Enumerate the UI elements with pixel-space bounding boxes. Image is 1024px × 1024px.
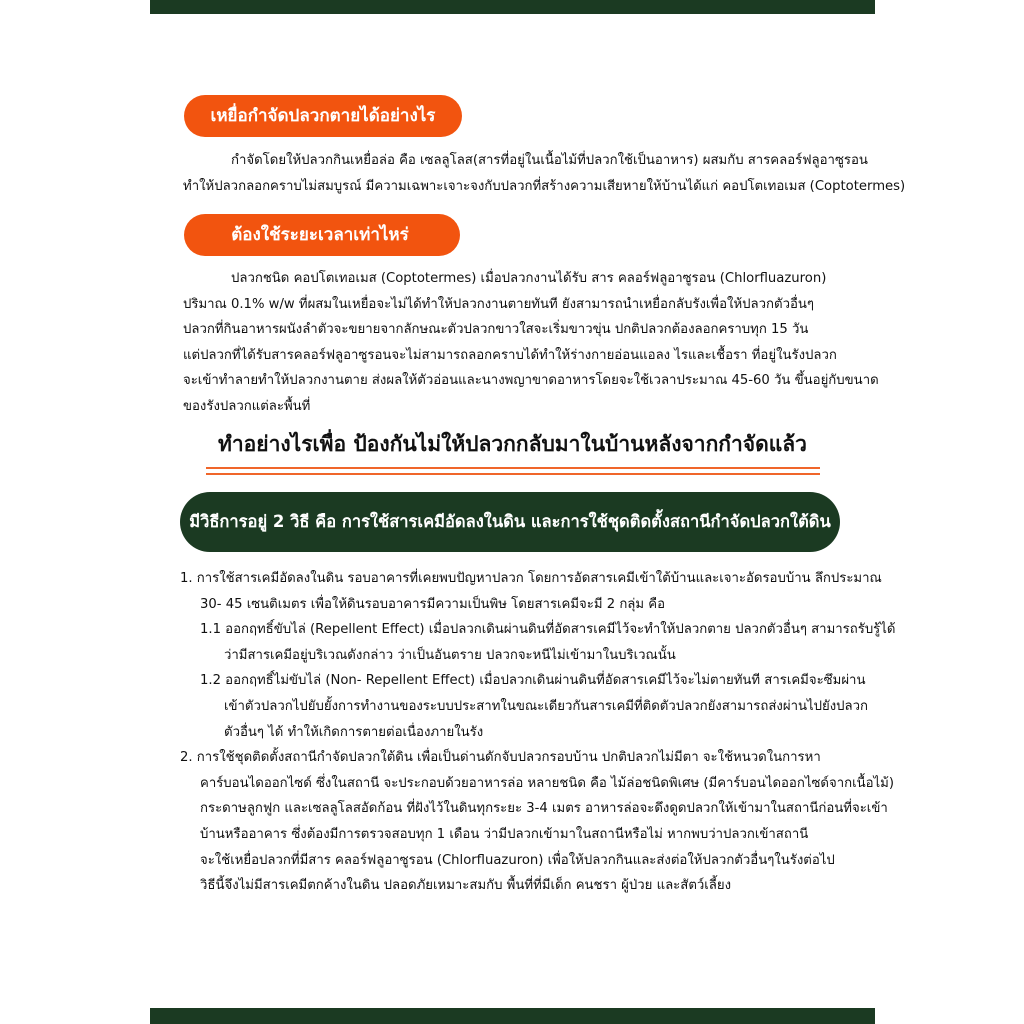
- list-item: กระดาษลูกฟูก และเซลลูโลสอัดก้อน ที่ฝังไว้ในดินทุกระยะ 3-4 เมตร อาหารล่อจะดึงดูดปลวกให้เข้ามาในสถานีก่อนที่จะเข้า: [200, 801, 888, 817]
- list-item: ว่ามีสารเคมีอยู่บริเวณดังกล่าว ว่าเป็นอันตราย ปลวกจะหนีไม่เข้ามาในบริเวณนั้น: [224, 647, 676, 663]
- paragraph-line: ปริมาณ 0.1% w/w ที่ผสมในเหยื่อจะไม่ได้ทำให้ปลวกงานตายทันที ยังสามารถนำเหยื่อกลับรังเพื่อให้ปลวกตัวอื่นๆ: [183, 296, 814, 312]
- methods-list: [180, 566, 896, 899]
- paragraph-line: ของรังปลวกแต่ละพื้นที่: [183, 398, 311, 414]
- methods-banner: มีวิธีการอยู่ 2 วิธี คือ การใช้สารเคมีอัดลงในดิน และการใช้ชุดติดตั้งสถานีกำจัดปลวกใต้ดิน: [180, 492, 840, 552]
- prevention-heading: ทำอย่างไรเพื่อ ป้องกันไม่ให้ปลวกกลับมาในบ้านหลังจากกำจัดแล้ว: [218, 432, 807, 456]
- list-item: 1.1 ออกฤทธิ์ขับไล่ (Repellent Effect) เมื่อปลวกเดินผ่านดินที่อัดสารเคมีไว้จะทำให้ปลวกตาย ปลวกตัวอื่นๆ สามารถรับรู้ได้: [200, 622, 896, 638]
- paragraph-line: ทำให้ปลวกลอกคราบไม่สมบูรณ์ มีความเฉพาะเจาะจงกับปลวกที่สร้างความเสียหายให้บ้านได้แก่ คอปโตเทอเมส (Coptotermes): [183, 178, 906, 194]
- heading-underline: [206, 473, 820, 475]
- heading-underline: [206, 467, 820, 469]
- list-item: ตัวอื่นๆ ได้ ทำให้เกิดการตายต่อเนื่องภายในรัง: [224, 724, 484, 740]
- list-item: คาร์บอนไดออกไซด์ ซึ่งในสถานี จะประกอบด้วยอาหารล่อ หลายชนิด คือ ไม้ล่อชนิดพิเศษ (มีคาร์บอนไดออกไซด์จากเนื้อไม้): [200, 775, 895, 791]
- paragraph-line: แต่ปลวกที่ได้รับสารคลอร์ฟลูอาซูรอนจะไม่สามารถลอกคราบได้ทำให้ร่างกายอ่อนแอลง ไรและเชื้อรา ที่อยู่ในรังปลวก: [183, 347, 837, 363]
- list-item: จะใช้เหยื่อปลวกที่มีสาร คลอร์ฟลูอาซูรอน (Chlorfluazuron) เพื่อให้ปลวกกินและส่งต่อให้ปลวกตัวอื่นๆในรังต่อไป: [200, 852, 835, 868]
- bottom-decorative-bar: [150, 1008, 875, 1024]
- top-decorative-bar: [150, 0, 875, 14]
- list-item: วิธีนี้จึงไม่มีสารเคมีตกค้างในดิน ปลอดภัยเหมาะสมกับ พื้นที่ที่มีเด็ก คนชรา ผู้ป่วย และสัตว์เลี้ยง: [200, 878, 732, 894]
- list-item: 2. การใช้ชุดติดตั้งสถานีกำจัดปลวกใต้ดิน เพื่อเป็นด่านดักจับปลวกรอบบ้าน ปกติปลวกไม่มีตา จะใช้หนวดในการหา: [180, 750, 821, 766]
- list-item: 1.2 ออกฤทธิ์ไม่ขับไล่ (Non- Repellent Effect) เมื่อปลวกเดินผ่านดินที่อัดสารเคมีไว้จะไม่ตายทันที สารเคมีจะซึมผ่าน: [200, 673, 866, 689]
- paragraph-line: ปลวกชนิด คอปโตเทอเมส (Coptotermes) เมื่อปลวกงานได้รับ สาร คลอร์ฟลูอาซูรอน (Chlorfluazuron): [231, 271, 827, 286]
- section-title-duration: ต้องใช้ระยะเวลาเท่าไหร่: [184, 214, 460, 256]
- paragraph-line: กำจัดโดยให้ปลวกกินเหยื่อล่อ คือ เซลลูโลส(สารที่อยู่ในเนื้อไม้ที่ปลวกใช้เป็นอาหาร) ผสมกับ สารคลอร์ฟลูอาซูรอน: [231, 153, 868, 168]
- list-item: บ้านหรืออาคาร ซึ่งต้องมีการตรวจสอบทุก 1 เดือน ว่ามีปลวกเข้ามาในสถานีหรือไม่ หากพบว่าปลวกเข้าสถานี: [200, 826, 809, 842]
- list-item: 1. การใช้สารเคมีอัดลงในดิน รอบอาคารที่เคยพบปัญหาปลวก โดยการอัดสารเคมีเข้าใต้บ้านและเจาะอัดรอบบ้าน ลึกประมาณ: [180, 571, 882, 586]
- paragraph-how-bait-works: [183, 148, 906, 199]
- paragraph-duration: [183, 266, 879, 419]
- list-item: 30- 45 เซนติเมตร เพื่อให้ดินรอบอาคารมีความเป็นพิษ โดยสารเคมีจะมี 2 กลุ่ม คือ: [200, 596, 666, 612]
- paragraph-line: ปลวกที่กินอาหารผนังลำตัวจะขยายจากลักษณะตัวปลวกขาวใสจะเริ่มขาวขุ่น ปกติปลวกต้องลอกคราบทุก 15 วัน: [183, 322, 809, 337]
- list-item: เข้าตัวปลวกไปยับยั้งการทำงานของระบบประสาทในขณะเดียวกันสารเคมีที่ติดตัวปลวกยังสามารถส่งผ่านไปยังปลวก: [224, 698, 869, 714]
- section-title-how-bait-works: เหยื่อกำจัดปลวกตายได้อย่างไร: [184, 95, 462, 137]
- paragraph-line: จะเข้าทำลายทำให้ปลวกงานตาย ส่งผลให้ตัวอ่อนและนางพญาขาดอาหารโดยจะใช้เวลาประมาณ 45-60 วัน ขึ้นอยู่กับขนาด: [183, 373, 879, 388]
